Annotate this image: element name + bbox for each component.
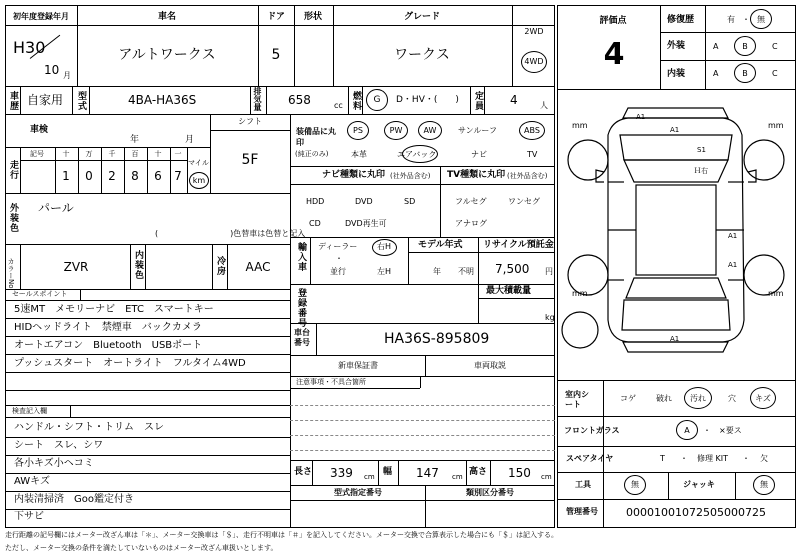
control-label: 管理番号	[566, 507, 598, 516]
model-year-label: モデル年式	[418, 240, 463, 250]
height-cm: cm	[541, 473, 552, 481]
digit-unit-5: 十	[154, 150, 162, 158]
category-no-label: 類別区分番号	[466, 488, 514, 497]
seat-scratch: キズ	[755, 394, 771, 403]
equip-navi: ナビ	[471, 150, 487, 159]
mileage-label: 走行	[8, 160, 18, 180]
spare-label: スペアタイヤ	[566, 454, 614, 463]
exterior-grade-label: 外装	[667, 41, 686, 51]
seat-label: 室内シート	[565, 390, 589, 409]
length: 339	[330, 466, 353, 480]
fuel-label: 燃料	[351, 91, 361, 111]
navi-sd: SD	[404, 197, 416, 206]
diagram-mark-7: A1	[670, 335, 680, 343]
car-name: アルトワークス	[118, 47, 216, 63]
navi-sub: (社外品含む)	[390, 172, 431, 180]
color-no: ZVR	[63, 260, 89, 274]
navi-dvd-play: DVD再生可	[345, 219, 387, 228]
car-name-label: 車名	[157, 12, 177, 22]
repair-dot: ・	[742, 15, 750, 24]
digit-unit-4: 百	[131, 150, 139, 158]
tv-oneseg: ワンセグ	[508, 197, 540, 206]
color-no-label: カラーNo.	[7, 258, 15, 291]
grade-label: グレード	[403, 12, 441, 22]
equipment-label: 装備品に丸印	[296, 127, 336, 147]
rating-label: 評価点	[599, 16, 627, 26]
import-dot: ・	[335, 254, 343, 263]
equip-pw: PW	[389, 126, 403, 135]
digit-unit-1: 十	[62, 150, 70, 158]
sales-line-1: 5速MT メモリーナビ ETC スマートキー	[14, 304, 214, 315]
sales-line-3: オートエアコン Bluetooth USBポート	[14, 340, 203, 351]
inspection-year-unit: 年	[130, 135, 140, 145]
doors: 5	[271, 47, 281, 63]
width: 147	[416, 466, 439, 480]
km-unit: km	[192, 176, 206, 185]
max-load-kg: kg	[545, 313, 555, 322]
import-label: 輸入車	[296, 242, 306, 272]
tv-fullseg: フルセグ	[455, 197, 487, 206]
equip-sunroof: サンルーフ	[458, 126, 497, 135]
interior-grade-c: C	[772, 69, 778, 78]
equip-abs: ABS	[524, 126, 540, 135]
tv-sub: (社外品含む)	[507, 172, 548, 180]
reg-month-unit: 月	[63, 71, 71, 80]
rating-score: 4	[603, 37, 625, 72]
shift: 5F	[241, 152, 259, 168]
recycle-yen: 円	[545, 267, 553, 276]
width-label: 幅	[383, 467, 393, 477]
tv-analog: アナログ	[455, 219, 487, 228]
digit-unit-2: 万	[85, 150, 93, 158]
tools-none: 無	[631, 480, 639, 489]
exterior-grade-b: B	[742, 42, 748, 51]
diagram-mark-5: A1	[728, 232, 738, 240]
footer-line-1: 走行距離の記号欄にはメーター改ざん車は「＊」、メーター交換車は「＄」、走行不明車は「＃」を記入してください。メーター交換で合算表示した場合にも「＄」は記入する。	[5, 531, 558, 539]
fuel-g: G	[373, 95, 381, 105]
grade: ワークス	[394, 47, 450, 63]
interior-grade-b: B	[742, 69, 748, 78]
interior-grade-label: 内装	[667, 69, 686, 79]
digit-unit-6: 一	[174, 150, 182, 158]
recycle-label: リサイクル預託金	[483, 240, 554, 250]
equip-ps: PS	[353, 126, 363, 135]
door-label: ドア	[267, 12, 285, 22]
navi-cd: CD	[309, 219, 321, 228]
displacement: 658	[288, 93, 311, 107]
displacement-label: 排気量	[253, 87, 262, 111]
inspection-label: 車検	[30, 125, 49, 135]
digit-4: 8	[131, 169, 139, 183]
glass-label: フロントガラス	[564, 426, 620, 435]
spare-dot-2: ・	[742, 454, 750, 463]
diagram-mark-2: A1	[670, 126, 680, 134]
spare-t: T	[660, 454, 665, 463]
diagram-mark-4: Ｈ右	[694, 167, 708, 175]
digit-5: 6	[154, 169, 162, 183]
footer-line-2: ただし、メーター交換の条件を満たしていないものはメーター改ざん車扱いとします。	[5, 544, 278, 552]
import-right-hand: 右H	[377, 242, 392, 251]
length-cm: cm	[364, 473, 375, 481]
glass-rest: ・ ×要ス	[703, 426, 742, 435]
control-number: 00001001072505000725	[626, 506, 766, 519]
model-year-unit: 年	[433, 267, 441, 276]
digit-unit-3: 千	[108, 150, 116, 158]
diagram-mark-6: A1	[728, 261, 738, 269]
digit-3: 2	[108, 169, 116, 183]
exterior-color: パール	[38, 201, 74, 215]
max-load-label: 最大積載量	[486, 286, 532, 296]
equip-airbag: エアバック	[397, 150, 437, 159]
recycle-value: 7,500	[495, 262, 530, 276]
sales-label: セールスポイント	[12, 290, 68, 298]
registration-label: 登録番号	[296, 288, 306, 328]
navi-label: ナビ種類に丸印	[322, 170, 386, 180]
seat-tear: 破れ	[656, 394, 672, 403]
cc-unit: cc	[334, 101, 343, 110]
seat-burn: コゲ	[620, 394, 636, 403]
mileage-sub-label: 記号	[30, 150, 44, 158]
reg-year-label: 初年度登録年月	[13, 12, 69, 21]
spare-dot: ・	[680, 454, 688, 463]
interior-grade-a: A	[713, 69, 719, 78]
diagram-mm-1: mm	[572, 121, 588, 130]
height: 150	[508, 466, 531, 480]
import-dealer: ディーラー	[318, 242, 358, 251]
navi-hdd: HDD	[306, 197, 325, 206]
width-cm: cm	[452, 473, 463, 481]
chassis-value: HA36S-895809	[384, 331, 490, 347]
seat-stain: 汚れ	[690, 394, 706, 403]
new-car-warranty: 新車保証書	[338, 361, 378, 370]
fuel-rest: D・HV・( )	[396, 95, 459, 105]
digit-2: 0	[85, 169, 93, 183]
interior-color-label: 内装色	[133, 250, 143, 280]
spare-none: 欠	[760, 454, 768, 463]
inspection-line-6: 下サビ	[14, 511, 44, 522]
diagram-mark-3: S1	[697, 146, 706, 154]
capacity: 4	[510, 93, 518, 107]
inspection-notes-label: 検査記入欄	[12, 407, 47, 415]
shift-label: シフト	[238, 117, 262, 126]
reg-year: H30	[13, 38, 46, 57]
tools-label: 工具	[575, 480, 591, 489]
reg-month: 10	[44, 63, 60, 77]
navi-dvd: DVD	[355, 197, 373, 206]
repair-yes: 有	[727, 15, 735, 24]
tv-label: TV種類に丸印	[447, 170, 506, 180]
ac: AAC	[245, 260, 271, 274]
chassis-label: 車台番号	[294, 328, 310, 347]
diagram-mark-1: A1	[636, 113, 646, 121]
inspection-month-unit: 月	[185, 135, 195, 145]
equip-tv: TV	[527, 150, 538, 159]
import-parallel: 並行	[330, 267, 346, 276]
exterior-label: 外装色	[8, 203, 18, 233]
model-year-unknown: 不明	[458, 267, 474, 276]
type-designation-label: 型式指定番号	[334, 488, 382, 497]
inspection-line-1: ハンドル・シフト・トリム スレ	[14, 422, 164, 433]
repair-label: 修復歴	[667, 15, 695, 25]
jack-none: 無	[760, 480, 768, 489]
length-label: 長さ	[294, 467, 313, 477]
spare-repair-kit: 修理 KIT	[697, 454, 729, 463]
diagram-mm-4: mm	[768, 289, 784, 298]
exterior-note: ( )色替車は色替と記入	[155, 229, 306, 238]
equipment-sub: (純正のみ)	[295, 150, 329, 158]
body-type-label: 形状	[303, 12, 323, 22]
diagram-mm-2: mm	[768, 121, 784, 130]
sales-line-2: HIDヘッドライト 禁煙車 バックカメラ	[14, 322, 202, 333]
drive-4wd: 4WD	[524, 57, 544, 66]
equip-leather: 本革	[351, 150, 367, 159]
mile-label: マイル	[188, 159, 209, 167]
inspection-line-2: シート スレ、シワ	[14, 440, 104, 451]
inspection-line-5: 内装清掃済 Goo鑑定付き	[14, 494, 134, 505]
seat-hole: 穴	[728, 394, 736, 403]
glass-a: A	[684, 426, 690, 435]
inspection-line-3: 各小キズ小ヘコミ	[14, 458, 94, 469]
jack-label: ジャッキ	[683, 480, 715, 489]
exterior-grade-c: C	[772, 42, 778, 51]
digit-6: 7	[174, 169, 182, 183]
notes-label: 注意事項・不具合箇所	[296, 378, 366, 386]
exterior-grade-a: A	[713, 42, 719, 51]
ac-label: 冷房	[215, 256, 225, 276]
person-unit: 人	[540, 101, 548, 110]
category-label: 車歴	[8, 91, 18, 111]
model: 4BA-HA36S	[128, 93, 197, 107]
equip-aw: AW	[423, 126, 437, 135]
digit-1: 1	[62, 169, 70, 183]
category: 自家用	[27, 93, 64, 107]
capacity-label: 定員	[473, 91, 483, 111]
model-label: 型式	[76, 91, 86, 111]
diagram-mm-3: mm	[572, 289, 588, 298]
import-left-hand: 左H	[377, 267, 392, 276]
inspection-line-4: AWキズ	[14, 476, 50, 487]
repair-none: 無	[757, 15, 765, 24]
height-label: 高さ	[469, 467, 488, 477]
owner-manual: 車両取説	[474, 361, 506, 370]
sales-line-4: プッシュスタート オートライト フルタイム4WD	[14, 358, 246, 369]
drive-2wd: 2WD	[524, 27, 544, 36]
